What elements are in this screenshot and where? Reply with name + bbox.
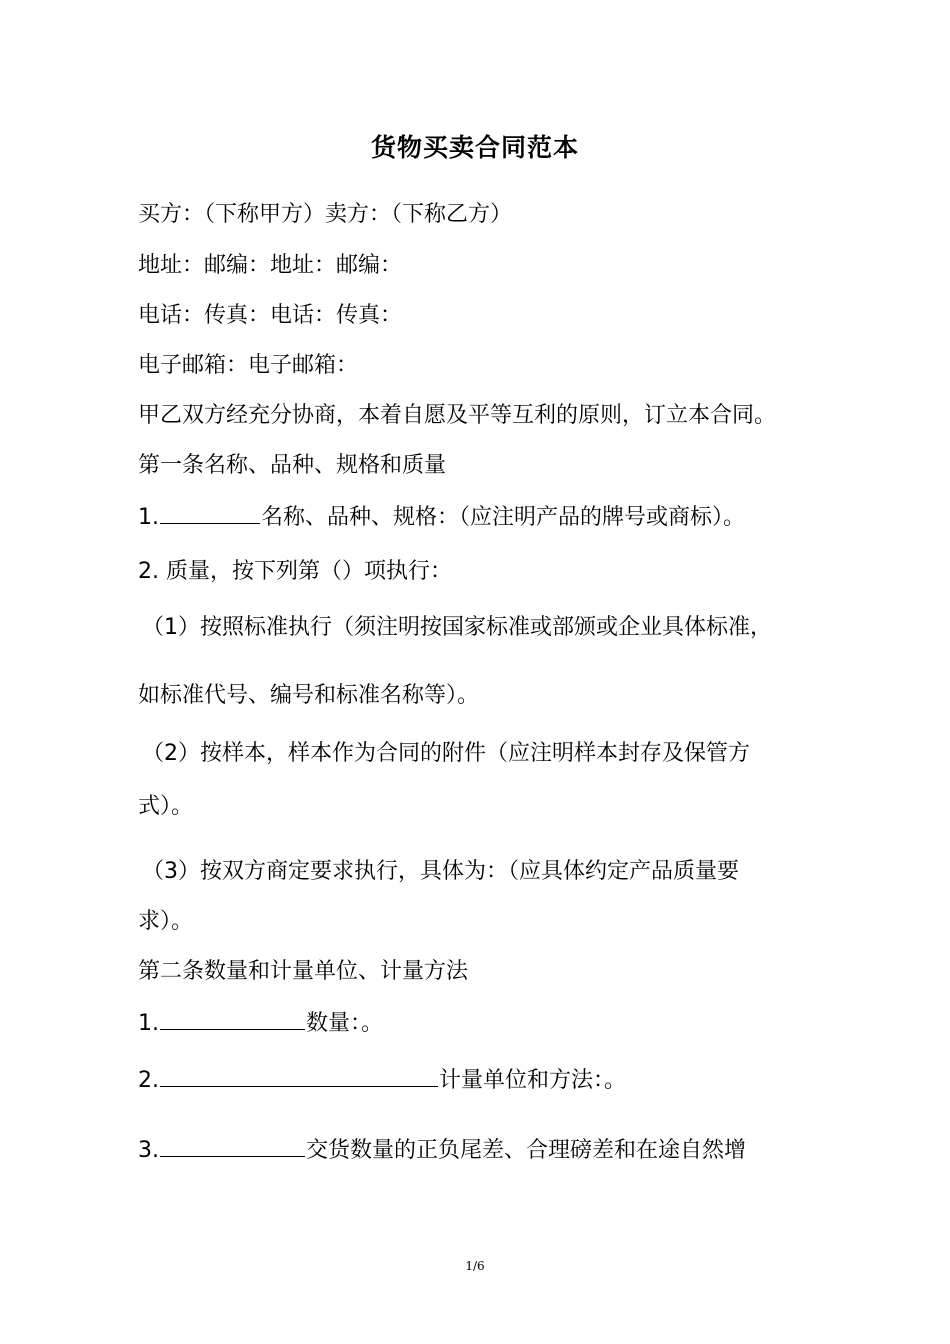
fill-in-blank [160, 1007, 305, 1030]
fill-in-blank [160, 1134, 305, 1157]
article1-sub2-line1: （2）按样本，样本作为合同的附件（应注明样本封存及保管方 [142, 741, 750, 766]
item-text: 交货数量的正负尾差、合理磅差和在途自然增 [306, 1138, 747, 1163]
item-number: 1. [138, 505, 159, 530]
page-number: 1/6 [465, 1259, 485, 1273]
article1-sub2-line2: 式）。 [138, 794, 194, 819]
article1-heading: 第一条名称、品种、规格和质量 [138, 453, 447, 478]
email-line: 电子邮箱：电子邮箱： [138, 353, 359, 378]
item-text: 计量单位和方法：。 [439, 1068, 627, 1093]
fill-in-blank [160, 501, 260, 524]
article2-item3 [138, 1134, 746, 1167]
item-text: 名称、品种、规格：（应注明产品的牌号或商标）。 [261, 505, 746, 530]
article1-sub3-line1: （3）按双方商定要求执行，具体为：（应具体约定产品质量要 [142, 859, 739, 884]
item-text: 数量：。 [306, 1011, 384, 1036]
article2-heading: 第二条数量和计量单位、计量方法 [138, 959, 469, 984]
document-title: 货物买卖合同范本 [370, 133, 579, 162]
buyer-seller-line: 买方：（下称甲方）卖方：（下称乙方） [138, 202, 513, 227]
article1-sub1-line2: 如标准代号、编号和标准名称等）。 [138, 683, 480, 708]
item-number: 3. [138, 1138, 159, 1163]
address-line: 地址：邮编：地址：邮编： [138, 253, 403, 278]
article1-sub1-line1: （1）按照标准执行（须注明按国家标准或部颁或企业具体标准， [142, 615, 772, 640]
article2-item1 [138, 1007, 383, 1040]
article1-item1 [138, 501, 745, 534]
item-number: 1. [138, 1011, 159, 1036]
phone-fax-line: 电话：传真：电话：传真： [138, 303, 403, 328]
article2-item2 [138, 1064, 626, 1097]
article1-item2: 2. 质量，按下列第（）项执行： [138, 559, 452, 584]
item-number: 2. [138, 1068, 159, 1093]
article1-sub3-line2: 求）。 [138, 909, 194, 934]
fill-in-blank [160, 1064, 438, 1087]
preamble-paragraph: 甲乙双方经充分协商，本着自愿及平等互利的原则，订立本合同。 [138, 403, 777, 428]
